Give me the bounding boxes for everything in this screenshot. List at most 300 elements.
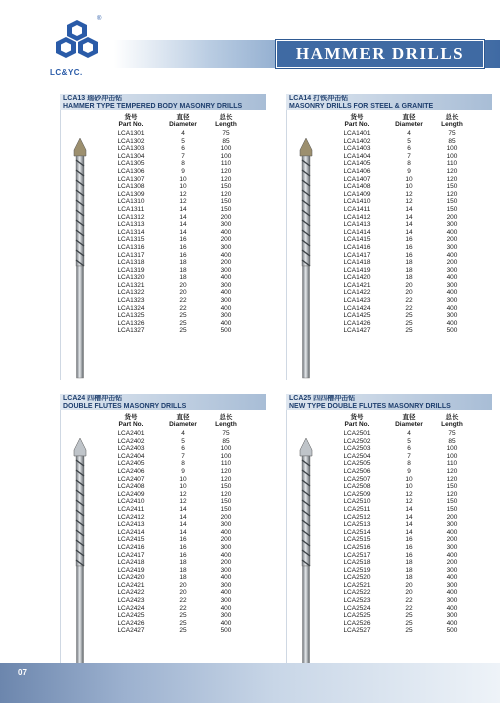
column-header-part	[327, 414, 387, 428]
length-cell: 400	[446, 274, 458, 282]
length-cell: 120	[220, 467, 232, 475]
registered-mark: ®	[97, 16, 102, 22]
table-row	[101, 567, 247, 575]
length-cell: 400	[220, 304, 232, 312]
section-title: HAMMER TYPE TEMPERED BODY MASONRY DRILLS	[63, 103, 243, 110]
section-header	[286, 94, 492, 110]
part-number-cell: LCA2422	[117, 589, 145, 597]
table-row	[101, 289, 247, 297]
table-row	[101, 536, 247, 544]
diameter-cell: 10	[179, 183, 187, 191]
length-cell: 150	[446, 205, 458, 213]
length-cell: 100	[220, 145, 232, 153]
diameter-cell: 5	[181, 137, 185, 145]
column-header-dia	[387, 414, 431, 428]
diameter-cell: 12	[405, 498, 413, 506]
table-row	[101, 297, 247, 305]
length-cell: 400	[446, 319, 458, 327]
diameter-cell: 10	[405, 183, 413, 191]
section-body	[286, 410, 492, 680]
length-cell: 400	[220, 319, 232, 327]
drill-illustration	[69, 436, 91, 691]
diameter-cell: 7	[181, 152, 185, 160]
column-header-len-cn: 总长	[445, 414, 459, 421]
length-cell: 100	[446, 445, 458, 453]
column-header-part-en: Part No.	[118, 121, 144, 128]
diameter-cell: 14	[405, 205, 413, 213]
length-cell: 120	[220, 475, 232, 483]
length-cell: 500	[220, 627, 232, 635]
column-header-len	[205, 114, 247, 128]
diameter-cell: 16	[179, 536, 187, 544]
table-row	[101, 620, 247, 628]
length-cell: 300	[446, 543, 458, 551]
part-number-cell: LCA1416	[343, 243, 371, 251]
length-cell: 500	[446, 627, 458, 635]
part-number-cell: LCA1313	[117, 221, 145, 229]
length-cell: 120	[446, 467, 458, 475]
part-number-cell: LCA1312	[117, 213, 145, 221]
table-row	[101, 320, 247, 328]
length-cell: 300	[220, 297, 232, 305]
table-row	[101, 221, 247, 229]
diameter-cell: 7	[181, 452, 185, 460]
length-cell: 300	[220, 281, 232, 289]
part-number-cell: LCA1305	[117, 160, 145, 168]
part-number-cell: LCA2407	[117, 475, 145, 483]
diameter-cell: 16	[179, 236, 187, 244]
diameter-cell: 22	[179, 304, 187, 312]
length-cell: 300	[446, 612, 458, 620]
diameter-cell: 7	[407, 152, 411, 160]
diameter-cell: 25	[179, 327, 187, 335]
part-number-cell: LCA1308	[117, 183, 145, 191]
section-body	[286, 110, 492, 380]
length-cell: 150	[446, 483, 458, 491]
part-number-cell: LCA2423	[117, 597, 145, 605]
table-row	[327, 297, 473, 305]
table-row	[327, 236, 473, 244]
length-cell: 200	[446, 213, 458, 221]
part-number-cell: LCA1326	[117, 319, 145, 327]
footer-band	[0, 663, 500, 703]
diameter-cell: 6	[181, 445, 185, 453]
part-number-cell: LCA2412	[117, 513, 145, 521]
table-row	[327, 453, 473, 461]
table-row	[101, 198, 247, 206]
length-cell: 150	[220, 198, 232, 206]
diameter-cell: 6	[407, 145, 411, 153]
diameter-cell: 18	[179, 274, 187, 282]
length-cell: 300	[446, 597, 458, 605]
table-row	[101, 305, 247, 313]
table-row	[327, 252, 473, 260]
diameter-cell: 16	[405, 543, 413, 551]
part-number-cell: LCA2406	[117, 467, 145, 475]
table-row	[101, 206, 247, 214]
table-header	[101, 414, 247, 428]
part-number-cell: LCA2513	[343, 521, 371, 529]
length-cell: 300	[220, 581, 232, 589]
diameter-cell: 25	[405, 319, 413, 327]
length-cell: 120	[220, 175, 232, 183]
diameter-cell: 25	[179, 312, 187, 320]
table-row	[327, 491, 473, 499]
column-header-part-en: Part No.	[118, 421, 144, 428]
length-cell: 300	[446, 266, 458, 274]
table-row	[101, 544, 247, 552]
diameter-cell: 16	[179, 551, 187, 559]
table-row	[101, 506, 247, 514]
column-header-part	[101, 414, 161, 428]
table-row	[327, 514, 473, 522]
table-row	[101, 153, 247, 161]
length-cell: 300	[220, 543, 232, 551]
section-lca14	[286, 94, 492, 380]
section-header	[60, 94, 266, 110]
table-row	[101, 244, 247, 252]
section-lca24	[60, 394, 266, 680]
table-row	[327, 468, 473, 476]
drill-illustration	[295, 436, 317, 691]
table-row	[327, 282, 473, 290]
diameter-cell: 16	[405, 536, 413, 544]
table-row	[101, 612, 247, 620]
part-number-cell: LCA1406	[343, 167, 371, 175]
column-header-len	[205, 414, 247, 428]
column-header-dia-en: Diameter	[169, 421, 197, 428]
length-cell: 400	[220, 528, 232, 536]
diameter-cell: 22	[179, 597, 187, 605]
column-header-dia-en: Diameter	[395, 121, 423, 128]
part-number-cell: LCA1413	[343, 221, 371, 229]
section-code: LCA14 打铁冲击钻	[289, 95, 349, 102]
table-row	[101, 514, 247, 522]
length-cell: 300	[446, 521, 458, 529]
part-number-cell: LCA2409	[117, 490, 145, 498]
part-number-cell: LCA2521	[343, 581, 371, 589]
diameter-cell: 22	[405, 304, 413, 312]
diameter-cell: 14	[179, 221, 187, 229]
table-row	[101, 552, 247, 560]
diameter-cell: 7	[407, 452, 411, 460]
column-header-part-en: Part No.	[344, 121, 370, 128]
length-cell: 400	[446, 251, 458, 259]
table-row	[327, 320, 473, 328]
part-number-cell: LCA2527	[343, 627, 371, 635]
section-code: LCA25 四四槽冲击钻	[289, 395, 356, 402]
table-row	[327, 574, 473, 582]
diameter-cell: 10	[179, 175, 187, 183]
diameter-cell: 25	[405, 612, 413, 620]
length-cell: 200	[220, 513, 232, 521]
length-cell: 150	[446, 183, 458, 191]
length-cell: 120	[446, 190, 458, 198]
diameter-cell: 4	[181, 130, 185, 137]
diameter-cell: 25	[405, 619, 413, 627]
part-number-cell: LCA1411	[343, 205, 371, 213]
length-cell: 500	[446, 327, 458, 335]
table-header	[101, 114, 247, 128]
length-cell: 400	[446, 228, 458, 236]
table-row	[101, 582, 247, 590]
brand-name: LC&YC.	[50, 68, 83, 77]
length-cell: 150	[446, 498, 458, 506]
diameter-cell: 20	[405, 289, 413, 297]
logo-mark-icon	[53, 16, 101, 66]
table-row	[327, 191, 473, 199]
part-number-cell: LCA2522	[343, 589, 371, 597]
length-cell: 400	[446, 528, 458, 536]
diameter-cell: 6	[181, 145, 185, 153]
section-header	[60, 394, 266, 410]
column-header-len-cn: 总长	[445, 114, 459, 121]
part-number-cell: LCA2420	[117, 574, 145, 582]
table-row	[101, 476, 247, 484]
part-number-cell: LCA2414	[117, 528, 145, 536]
diameter-cell: 9	[407, 467, 411, 475]
diameter-cell: 20	[179, 589, 187, 597]
length-cell: 100	[446, 152, 458, 160]
part-number-cell: LCA2419	[117, 566, 145, 574]
diameter-cell: 14	[179, 228, 187, 236]
table-row	[101, 138, 247, 146]
diameter-cell: 16	[179, 251, 187, 259]
column-header-dia-en: Diameter	[395, 421, 423, 428]
diameter-cell: 25	[179, 319, 187, 327]
length-cell: 200	[220, 259, 232, 267]
table-row	[327, 244, 473, 252]
table-row	[327, 312, 473, 320]
table-row	[327, 460, 473, 468]
spec-table	[101, 414, 247, 635]
drill-illustration	[295, 136, 317, 391]
column-header-len	[431, 114, 473, 128]
length-cell: 85	[222, 437, 230, 445]
part-number-cell: LCA1304	[117, 152, 145, 160]
part-number-cell: LCA2413	[117, 521, 145, 529]
length-cell: 120	[446, 175, 458, 183]
length-cell: 400	[446, 289, 458, 297]
length-cell: 300	[220, 221, 232, 229]
diameter-cell: 4	[181, 430, 185, 437]
part-number-cell: LCA2514	[343, 528, 371, 536]
drill-bit-image	[295, 136, 317, 386]
table-row	[327, 430, 473, 438]
part-number-cell: LCA1303	[117, 145, 145, 153]
part-number-cell: LCA2403	[117, 445, 145, 453]
table-row	[327, 476, 473, 484]
table-row	[101, 191, 247, 199]
part-number-cell: LCA1420	[343, 274, 371, 282]
part-number-cell: LCA2408	[117, 483, 145, 491]
diameter-cell: 18	[179, 566, 187, 574]
diameter-cell: 9	[181, 467, 185, 475]
length-cell: 120	[220, 490, 232, 498]
part-number-cell: LCA1320	[117, 274, 145, 282]
length-cell: 150	[220, 498, 232, 506]
table-row	[327, 597, 473, 605]
diameter-cell: 8	[407, 460, 411, 468]
part-number-cell: LCA1306	[117, 167, 145, 175]
length-cell: 300	[220, 612, 232, 620]
length-cell: 110	[446, 160, 458, 168]
length-cell: 400	[446, 304, 458, 312]
part-number-cell: LCA1405	[343, 160, 371, 168]
table-row	[327, 145, 473, 153]
table-row	[327, 168, 473, 176]
length-cell: 200	[446, 259, 458, 267]
length-cell: 400	[220, 574, 232, 582]
table-row	[327, 620, 473, 628]
table-row	[101, 453, 247, 461]
part-number-cell: LCA2503	[343, 445, 371, 453]
part-number-cell: LCA1403	[343, 145, 371, 153]
part-number-cell: LCA1408	[343, 183, 371, 191]
length-cell: 300	[446, 581, 458, 589]
part-number-cell: LCA2526	[343, 619, 371, 627]
table-row	[327, 521, 473, 529]
part-number-cell: LCA1415	[343, 236, 371, 244]
diameter-cell: 18	[179, 574, 187, 582]
part-number-cell: LCA2424	[117, 604, 145, 612]
column-header-dia-cn: 直径	[402, 414, 416, 421]
table-row	[327, 259, 473, 267]
part-number-cell: LCA2510	[343, 498, 371, 506]
length-cell: 75	[222, 130, 230, 137]
length-cell: 300	[220, 243, 232, 251]
length-cell: 85	[222, 137, 230, 145]
length-cell: 400	[220, 274, 232, 282]
length-cell: 200	[446, 536, 458, 544]
diameter-cell: 6	[407, 445, 411, 453]
table-row	[327, 552, 473, 560]
part-number-cell: LCA1322	[117, 289, 145, 297]
diameter-cell: 22	[179, 604, 187, 612]
table-header	[327, 114, 473, 128]
column-header-len-en: Length	[441, 121, 463, 128]
table-row	[101, 312, 247, 320]
diameter-cell: 16	[405, 251, 413, 259]
table-row	[327, 327, 473, 335]
table-row	[101, 559, 247, 567]
table-row	[101, 274, 247, 282]
diameter-cell: 20	[405, 581, 413, 589]
length-cell: 400	[220, 289, 232, 297]
table-row	[101, 259, 247, 267]
diameter-cell: 9	[181, 167, 185, 175]
length-cell: 400	[446, 574, 458, 582]
diameter-cell: 18	[405, 574, 413, 582]
length-cell: 300	[446, 221, 458, 229]
length-cell: 120	[220, 167, 232, 175]
part-number-cell: LCA1401	[343, 130, 371, 137]
table-row	[327, 529, 473, 537]
part-number-cell: LCA2516	[343, 543, 371, 551]
diameter-cell: 14	[405, 213, 413, 221]
length-cell: 75	[448, 430, 456, 437]
part-number-cell: LCA1426	[343, 319, 371, 327]
part-number-cell: LCA2524	[343, 604, 371, 612]
length-cell: 110	[220, 460, 232, 468]
length-cell: 200	[220, 536, 232, 544]
spec-table	[327, 114, 473, 335]
table-row	[327, 229, 473, 237]
part-number-cell: LCA1302	[117, 137, 145, 145]
section-title: MASONRY DRILLS FOR STEEL & GRANITE	[289, 103, 434, 110]
table-header	[327, 414, 473, 428]
diameter-cell: 16	[179, 243, 187, 251]
part-number-cell: LCA1309	[117, 190, 145, 198]
part-number-cell: LCA2418	[117, 559, 145, 567]
length-cell: 100	[220, 152, 232, 160]
column-header-part-en: Part No.	[344, 421, 370, 428]
length-cell: 400	[446, 551, 458, 559]
part-number-cell: LCA2421	[117, 581, 145, 589]
length-cell: 200	[220, 213, 232, 221]
diameter-cell: 14	[405, 221, 413, 229]
table-row	[101, 521, 247, 529]
page-title: HAMMER DRILLS	[276, 40, 484, 68]
part-number-cell: LCA2507	[343, 475, 371, 483]
part-number-cell: LCA2415	[117, 536, 145, 544]
part-number-cell: LCA1325	[117, 312, 145, 320]
table-row	[101, 529, 247, 537]
table-row	[327, 305, 473, 313]
table-row	[327, 498, 473, 506]
table-row	[327, 445, 473, 453]
part-number-cell: LCA2405	[117, 460, 145, 468]
column-header-len	[431, 414, 473, 428]
part-number-cell: LCA2501	[343, 430, 371, 437]
table-row	[101, 574, 247, 582]
part-number-cell: LCA1409	[343, 190, 371, 198]
part-number-cell: LCA2404	[117, 452, 145, 460]
diameter-cell: 8	[407, 160, 411, 168]
table-row	[101, 445, 247, 453]
drill-illustration	[69, 136, 91, 391]
length-cell: 400	[446, 619, 458, 627]
length-cell: 300	[446, 312, 458, 320]
part-number-cell: LCA2517	[343, 551, 371, 559]
length-cell: 120	[446, 490, 458, 498]
part-number-cell: LCA1311	[117, 205, 145, 213]
table-row	[101, 468, 247, 476]
part-number-cell: LCA2506	[343, 467, 371, 475]
table-row	[327, 267, 473, 275]
table-row	[101, 168, 247, 176]
table-row	[101, 483, 247, 491]
length-cell: 85	[448, 437, 456, 445]
length-cell: 100	[446, 452, 458, 460]
length-cell: 100	[446, 145, 458, 153]
length-cell: 150	[446, 198, 458, 206]
length-cell: 85	[448, 137, 456, 145]
part-number-cell: LCA1410	[343, 198, 371, 206]
diameter-cell: 14	[179, 513, 187, 521]
drill-bit-image	[295, 436, 317, 686]
length-cell: 300	[220, 521, 232, 529]
part-number-cell: LCA2416	[117, 543, 145, 551]
part-number-cell: LCA1412	[343, 213, 371, 221]
diameter-cell: 25	[405, 327, 413, 335]
length-cell: 110	[220, 160, 232, 168]
part-number-cell: LCA1316	[117, 243, 145, 251]
diameter-cell: 18	[179, 266, 187, 274]
diameter-cell: 8	[181, 460, 185, 468]
table-row	[327, 612, 473, 620]
part-number-cell: LCA2505	[343, 460, 371, 468]
